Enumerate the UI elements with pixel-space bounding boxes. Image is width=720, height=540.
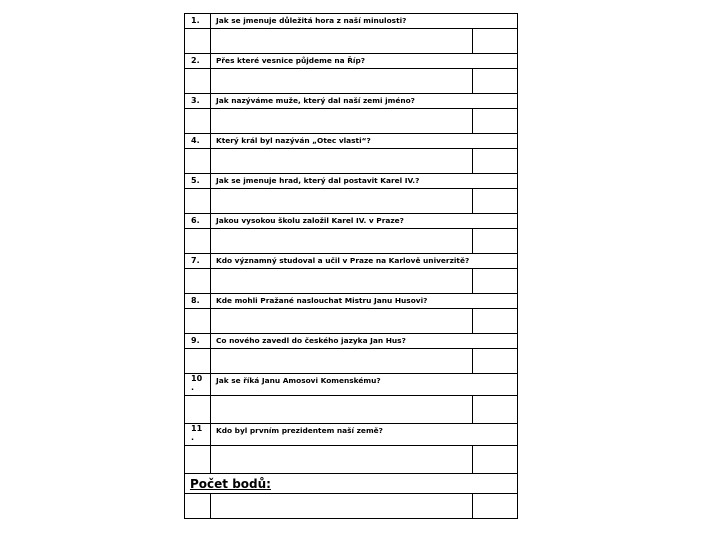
question-number: 3. [185,94,211,109]
points-field[interactable] [473,309,517,333]
answer-field[interactable] [211,309,473,333]
question-block-7 [185,254,517,294]
answer-field[interactable] [211,396,473,423]
question-row [185,214,517,229]
question-block-2 [185,54,517,94]
score-answer-row [185,494,517,518]
points-field[interactable] [473,109,517,133]
points-field[interactable] [473,396,517,423]
answer-field[interactable] [211,269,473,293]
question-row [185,334,517,349]
question-block-5 [185,174,517,214]
quiz-worksheet [184,13,518,519]
answer-spacer-cell [185,229,211,253]
question-number [185,424,211,446]
question-block-1 [185,14,517,54]
points-field[interactable] [473,29,517,53]
answer-field[interactable] [211,69,473,93]
question-row [185,54,517,69]
points-field[interactable] [473,229,517,253]
question-row [185,174,517,189]
question-number: 7. [185,254,211,269]
answer-field[interactable] [211,109,473,133]
answer-spacer-cell [185,309,211,333]
question-number-text: 10 [191,374,203,383]
answer-field[interactable] [211,29,473,53]
question-row [185,294,517,309]
score-label [190,476,271,492]
score-answer-field[interactable] [211,494,473,518]
answer-field[interactable] [211,349,473,373]
question-text: Jak se jmenuje důležitá hora z naší minulosti? [216,16,407,25]
points-field[interactable] [473,149,517,173]
score-points-field[interactable] [473,494,517,518]
answer-row [185,446,517,473]
answer-row [185,349,517,373]
points-field[interactable] [473,349,517,373]
question-text: Jak nazýváme muže, který dal naší zemi jméno? [216,96,415,105]
points-field[interactable] [473,189,517,213]
question-text: Co nového zavedl do českého jazyka Jan Hus? [216,336,406,345]
question-text: Jakou vysokou školu založil Karel IV. v Praze? [216,216,404,225]
question-number: 6. [185,214,211,229]
points-field[interactable] [473,269,517,293]
question-number: 8. [185,294,211,309]
question-row [185,134,517,149]
question-row [185,254,517,269]
score-label-text: Počet bodů [190,477,267,491]
question-text: Který král byl nazýván „Otec vlasti“? [216,136,371,145]
answer-row [185,229,517,253]
answer-field[interactable] [211,446,473,473]
question-number: 1. [185,14,211,29]
question-block-6 [185,214,517,254]
answer-spacer-cell [185,269,211,293]
points-field[interactable] [473,69,517,93]
answer-field[interactable] [211,189,473,213]
answer-spacer-cell [185,494,211,518]
question-row [185,94,517,109]
question-text: Přes které vesnice půjdeme na Říp? [216,56,366,65]
answer-row [185,189,517,213]
question-number: 9. [185,334,211,349]
question-block-9 [185,334,517,374]
question-number-dot: . [191,433,195,442]
answer-row [185,269,517,293]
question-number-text: 11 [191,424,203,433]
question-number: 4. [185,134,211,149]
score-label-colon: : [266,477,271,491]
question-row [185,14,517,29]
answer-spacer-cell [185,69,211,93]
answer-spacer-cell [185,109,211,133]
answer-spacer-cell [185,349,211,373]
answer-spacer-cell [185,446,211,473]
question-number: 2. [185,54,211,69]
answer-field[interactable] [211,229,473,253]
question-block-4 [185,134,517,174]
answer-row [185,109,517,133]
score-row [185,474,517,494]
question-block-3 [185,94,517,134]
answer-row [185,396,517,423]
question-text: Kdo významný studoval a učil v Praze na Karlově univerzitě? [216,256,470,265]
answer-spacer-cell [185,29,211,53]
answer-field[interactable] [211,149,473,173]
answer-row [185,149,517,173]
question-block-8 [185,294,517,334]
question-number: 5. [185,174,211,189]
question-block-10 [185,374,517,424]
answer-row [185,29,517,53]
question-text: Jak se říká Janu Amosovi Komenskému? [216,376,381,385]
answer-spacer-cell [185,149,211,173]
question-text: Kdo byl prvním prezidentem naší země? [216,426,383,435]
question-block-11 [185,424,517,474]
answer-spacer-cell [185,396,211,423]
question-number-dot: . [191,383,195,392]
answer-row [185,69,517,93]
answer-row [185,309,517,333]
points-field[interactable] [473,446,517,473]
question-text: Kde mohli Pražané naslouchat Mistru Janu Husovi? [216,296,428,305]
answer-spacer-cell [185,189,211,213]
question-number [185,374,211,396]
question-text: Jak se jmenuje hrad, který dal postavit Karel IV.? [216,176,420,185]
question-row [185,424,517,446]
question-row [185,374,517,396]
